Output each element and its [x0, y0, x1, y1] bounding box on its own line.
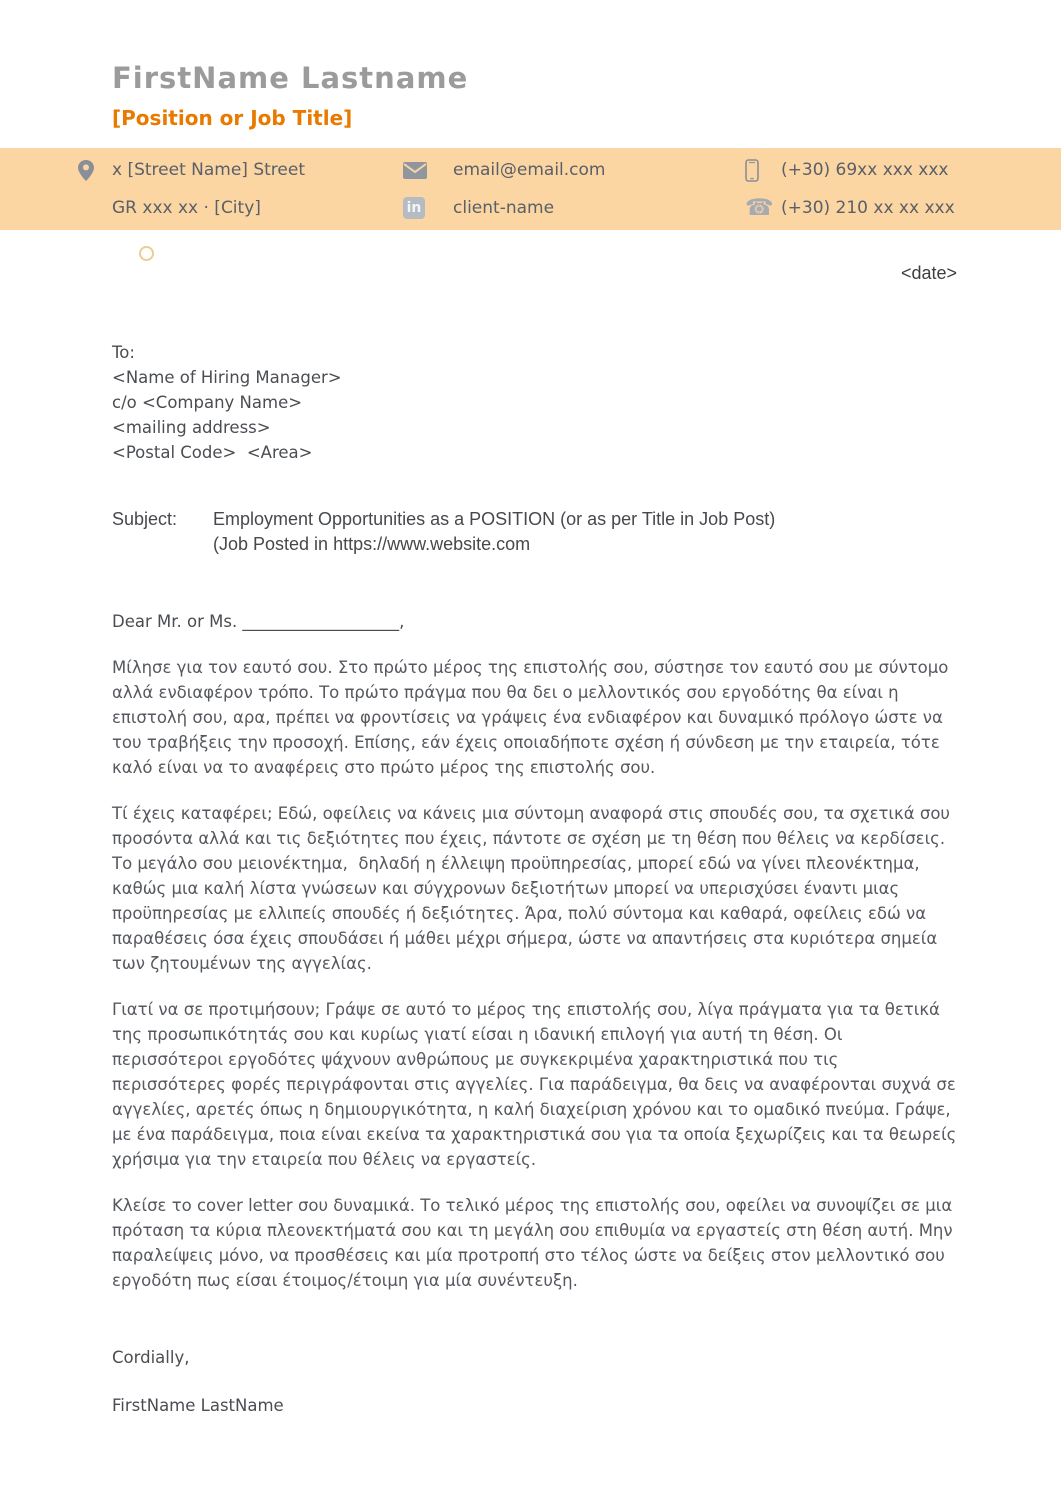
- person-name: FirstName Lastname: [112, 61, 469, 95]
- subject-label: Subject:: [112, 509, 178, 529]
- contact-banner: [0, 148, 1061, 230]
- telephone-icon: ☎: [745, 194, 774, 221]
- subject-block: [112, 507, 957, 557]
- mobile-number: (+30) 69xx xxx xxx: [781, 160, 949, 180]
- closing-salutation: Cordially,: [112, 1348, 190, 1367]
- mobile-phone-icon: [745, 159, 781, 182]
- recipient-block: [112, 340, 957, 465]
- ring-decoration: [139, 246, 154, 261]
- greeting-line: Dear Mr. or Ms. ___________________,: [112, 612, 405, 631]
- linkedin-icon: in: [403, 197, 453, 219]
- recipient-name: <Name of Hiring Manager>: [112, 368, 342, 387]
- email-address: email@email.com: [453, 160, 606, 180]
- letterhead: [0, 0, 1061, 130]
- paragraph-introduce-yourself: Μίλησε για τον εαυτό σου. Στο πρώτο μέρος της επιστολής σου, σύστησε τον εαυτό σου με σύντομο αλλά ενδιαφέρον τρόπο. Το πρώτο πράγμα που θα δει ο μελλοντικός σου εργοδότης θα είναι η επιστολή σου, αρα, πρέπει να φροντίσεις να γράψεις ένα ενδιαφέρον και δυναμικό πρόλογο ώστε να του τραβήξεις την προσοχή. Επίσης, εάν έχεις οποιαδήποτε σχέση ή σύνδεση με την εταιρεία, τότε καλό είναι να το αναφέρεις στο πρώτο μέρος της επιστολής σου.: [112, 658, 954, 777]
- letter-body: [0, 263, 1061, 1418]
- paragraph-achievements: Τί έχεις καταφέρει; Εδώ, οφείλεις να κάνεις μια σύντομη αναφορά στις σπουδές σου, τα σχετικά σου προσόντα αλλά και τις δεξιότητες που έχεις, πάντοτε σε σχέση με τη θέση που θέλεις να κερδίσεις. Το μεγάλο σου μειονέκτημα, δηλαδή η έλλειψη προϋπηρεσίας, μπορεί εδώ να γίνει πλεονέκτημα, καθώς μια καλή λίστα γνώσεων και σύγχρονων δεξιοτήτων μπορεί να υπερισχύσει έναντι μιας προϋπηρεσίας με ελλιπείς σπουδές ή δεξιότητες. Άρα, πολύ σύντομα και καθαρά, οφείλεις εδώ να παραθέσεις όσα έχεις σπουδάσει ή μάθει μέχρι σήμερα, ώστε να απαντήσεις στα κυριότερα σημεία των ζητουμένων της αγγελίας.: [112, 804, 956, 973]
- contact-banner-row-2: [0, 193, 1061, 223]
- email-icon: [403, 162, 453, 179]
- paragraph-why-you: Γιατί να σε προτιμήσουν; Γράψε σε αυτό το μέρος της επιστολής σου, λίγα πράγματα για τα θετικά της προσωπικότητάς σου και κυρίως γιατί είσαι η ιδανική επιλογή για αυτή τη θέση. Οι περισσότεροι εργοδότες ψάχνουν ανθρώπους με συγκεκριμένα χαρακτηριστικά που τις περισσότερες φορές περιγράφονται στις αγγελίες. Για παράδειγμα, θα δεις να αναφέρονται συχνά σε αγγελίες, αρετές όπως η δημιουργικότητα, η καλή διαχείριση χρόνου και το ομαδικό πνεύμα. Γράψε, με ένα παράδειγμα, ποια είναι εκείνα τα χαρακτηριστικά σου για τα οποία ξεχωρίζεις και τα θεωρείς χρήσιμα για την εταιρεία που θέλεις να εργαστείς.: [112, 1000, 962, 1169]
- subject-text: [213, 507, 775, 557]
- subject-line-2: (Job Posted in https://www.website.com: [213, 534, 531, 554]
- recipient-postal-area: <Postal Code> <Area>: [112, 443, 313, 462]
- to-label: To:: [112, 343, 135, 362]
- date-placeholder: <date>: [900, 263, 957, 283]
- landline-number: (+30) 210 xx xx xxx: [781, 198, 955, 218]
- recipient-mailing-address: <mailing address>: [112, 418, 271, 437]
- postal-city: GR xxx xx · [City]: [112, 198, 261, 218]
- location-pin-icon: [78, 160, 112, 181]
- street-address: x [Street Name] Street: [112, 160, 306, 180]
- contact-banner-row-1: [0, 155, 1061, 185]
- subject-line-1: Employment Opportunities as a POSITION (or as per Title in Job Post): [213, 509, 776, 529]
- paragraph-closing-strong: Κλείσε το cover letter σου δυναμικά. Το τελικό μέρος της επιστολής σου, οφείλει να συνοψίζει σε μια πρόταση τα κύρια πλεονεκτήματά σου και τη μεγάλη σου επιθυμία να εργαστείς στη θέση αυτή. Μην παραλείψεις μόνο, να προσθέσεις και μία προτροπή στο τέλος ώστε να δείξεις στον μελλοντικό σου εργοδότη πως είσαι έτοιμος/έτοιμη για μία συνέντευξη.: [112, 1196, 958, 1290]
- signature-name: FirstName LastName: [112, 1396, 284, 1415]
- linkedin-handle: client-name: [453, 198, 555, 218]
- recipient-company: c/o <Company Name>: [112, 393, 303, 412]
- person-job-title: [Position or Job Title]: [112, 106, 353, 130]
